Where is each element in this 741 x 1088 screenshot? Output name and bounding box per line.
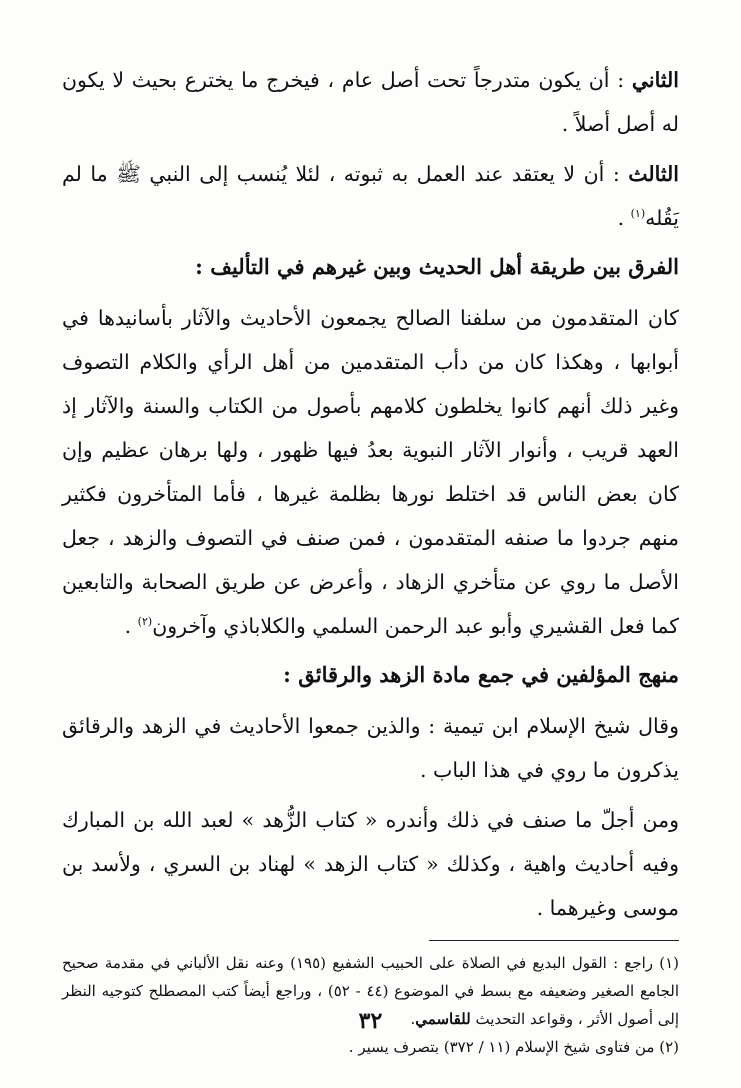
section-heading-difference: الفرق بين طريقة أهل الحديث وبين غيرهم في التأليف : (195, 254, 679, 279)
section-heading-method: منهج المؤلفين في جمع مادة الزهد والرقائق : (283, 662, 679, 687)
paragraph-text: : أن لا يعتقد عند العمل به ثبوته ، لئلا يُنسب إلى النبي ﷺ ما لم يَقُله (62, 162, 679, 230)
page-body (62, 58, 679, 1088)
paragraph-text: ومن أجلّ ما صنف في ذلك وأندره « كتاب الزُّهد » لعبد الله بن المبارك وفيه أحاديث واهية ، وكذلك « كتاب الزهد » لهناد بن السري ، ولأسد بن موسى وغيرهما . (62, 808, 679, 920)
footnote-bold: للقاسمي (415, 1010, 471, 1028)
paragraph-lead: الثالث (628, 162, 679, 186)
paragraph-end: . (617, 206, 631, 230)
paragraph-predecessors (62, 296, 679, 648)
paragraph-second-condition (62, 58, 679, 146)
footnote-ref-1: (١) (630, 207, 646, 221)
paragraph-books (62, 798, 679, 930)
paragraph-text: : أن يكون متدرجاً تحت أصل عام ، فيخرج ما يخترع بحيث لا يكون له أصل أصلاً . (62, 68, 679, 136)
footnote-text: (١) راجع : القول البديع في الصلاة على الحبيب الشفيع (١٩٥) وعنه نقل الألباني في مقدمة صحيح الجامع الصغير وضعيفه مع بسط في الموضوع (٤٤ - ٥٢) ، وراجع أيضاً كتب المصطلح كتوجيه النظر إلى أصول الأثر ، وقواعد التحديث (62, 954, 679, 1028)
footnote-divider (429, 940, 679, 941)
page-number: ٣٢ (358, 1008, 383, 1034)
footnote-end: . (410, 1010, 416, 1028)
paragraph-ibn-taymiyya (62, 704, 679, 792)
paragraph-text: كان المتقدمون من سلفنا الصالح يجمعون الأحاديث والآثار بأسانيدها في أبوابها ، وهكذا كان من دأب المتقدمين من أهل الرأي والكلام التصوف وغير ذلك أنهم كانوا يخلطون كلامهم بأصول من الكتاب والسنة والآثار إذ العهد قريب ، وأنوار الآثار النبوية بعدُ فيها ظهور ، ولها برهان عظيم وإن كان بعض الناس قد اختلط نورها بظلمة غيرها ، فأما المتأخرون فكثير منهم جردوا ما صنفه المتقدمون ، فمن صنف في التصوف والزهد ، جعل الأصل ما روي عن متأخري الزهاد ، وأعرض عن طريق الصحابة والتابعين كما فعل القشيري وأبو عبد الرحمن السلمي والكلاباذي وآخرون (62, 306, 679, 638)
paragraph-end: . (124, 614, 138, 638)
footnote-2 (62, 1033, 679, 1061)
footnote-text: (٢) من فتاوى شيخ الإسلام (١١ / ٣٧٢) بتصرف يسير . (348, 1038, 679, 1056)
footnotes (62, 949, 679, 1061)
footnote-ref-2: (٢) (137, 615, 153, 629)
paragraph-text: وقال شيخ الإسلام ابن تيمية : والذين جمعوا الأحاديث في الزهد والرقائق يذكرون ما روي في هذا الباب . (62, 714, 679, 782)
paragraph-third-condition (62, 152, 679, 240)
paragraph-lead: الثاني (631, 68, 679, 92)
